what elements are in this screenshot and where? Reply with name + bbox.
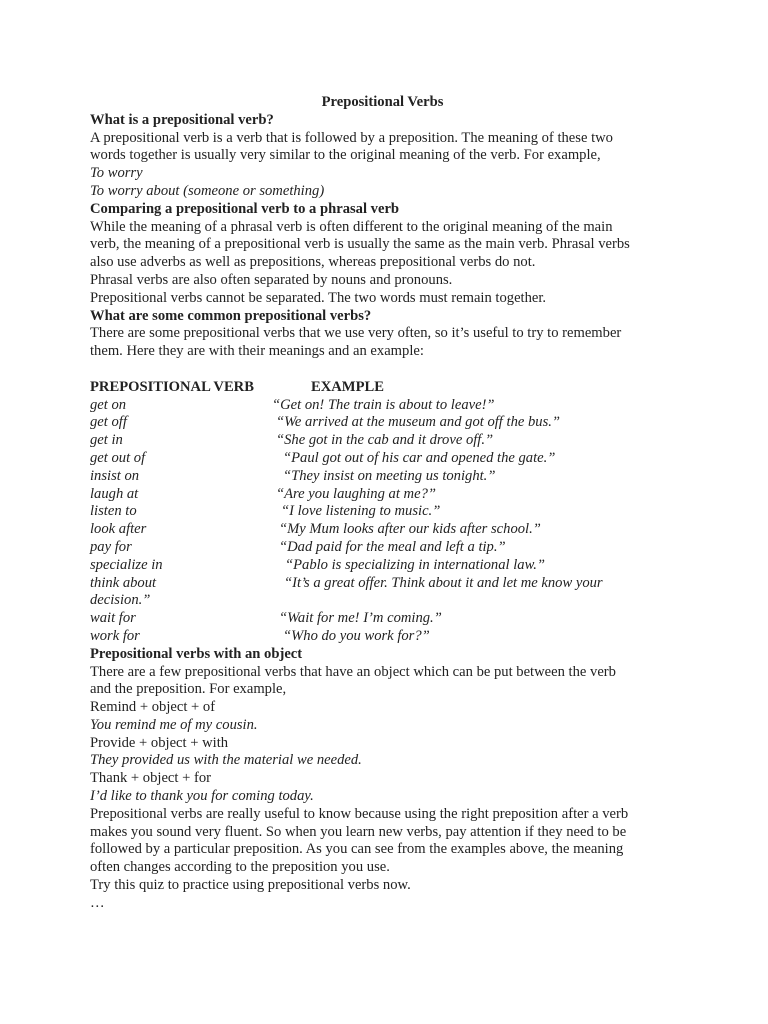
example-cell: “Dad paid for the meal and left a tip.” (279, 538, 506, 555)
verb-cell: wait for (90, 610, 136, 627)
verb-cell: pay for (90, 538, 132, 555)
table-row (90, 575, 690, 593)
example-line: To worry about (someone or something) (90, 182, 325, 199)
paragraph-line: followed by a particular preposition. As you can see from the examples above, the meaning (90, 841, 624, 858)
paragraph-line: words together is usually very similar to the original meaning of the verb. For example, (90, 147, 601, 164)
table-row (90, 414, 690, 432)
paragraph-line: and the preposition. For example, (90, 681, 287, 698)
paragraph-line: verb, the meaning of a prepositional verb is usually the same as the main verb. Phrasal verbs (90, 236, 630, 253)
table-row (90, 450, 690, 468)
paragraph-line: often changes according to the preposition you use. (90, 859, 390, 876)
paragraph-line: them. Here they are with their meanings and an example: (90, 343, 424, 360)
example-line: You remind me of my cousin. (90, 716, 258, 733)
example-cell: “Who do you work for?” (283, 627, 430, 644)
column-header-verb: PREPOSITIONAL VERB (90, 378, 254, 395)
paragraph-line: also use adverbs as well as prepositions, whereas prepositional verbs do not. (90, 254, 536, 271)
example-cell: “Wait for me! I’m coming.” (279, 610, 442, 627)
example-line: To worry (90, 165, 143, 182)
paragraph-line: There are some prepositional verbs that we use very often, so it’s useful to try to remember (90, 325, 622, 342)
verb-cell: laugh at (90, 485, 139, 502)
paragraph-line: There are a few prepositional verbs that have an object which can be put between the verb (90, 663, 616, 680)
example-cell: “Are you laughing at me?” (276, 485, 436, 502)
table-row (90, 468, 690, 486)
table-row (90, 628, 690, 646)
verb-cell: get off (90, 414, 127, 431)
table-row (90, 503, 690, 521)
example-cell: “She got in the cab and it drove off.” (276, 432, 494, 449)
formula-line: Thank + object + for (90, 770, 212, 787)
verb-cell: get on (90, 396, 127, 413)
paragraph-line: Phrasal verbs are also often separated by nouns and pronouns. (90, 271, 453, 288)
table-row (90, 521, 690, 539)
table-row (90, 397, 690, 415)
verb-cell: listen to (90, 503, 137, 520)
section-heading-compare: Comparing a prepositional verb to a phrasal verb (90, 200, 400, 217)
page-title: Prepositional Verbs (321, 94, 444, 110)
verb-cell: insist on (90, 467, 140, 484)
table-header (90, 379, 690, 397)
paragraph-line: A prepositional verb is a verb that is followed by a preposition. The meaning of these two (90, 129, 613, 146)
document-page (90, 94, 690, 913)
table-row (90, 557, 690, 575)
example-cell: “It’s a great offer. Think about it and let me know your (284, 574, 603, 591)
column-header-example: EXAMPLE (311, 378, 384, 395)
example-cell: “Pablo is specializing in international law.” (285, 556, 546, 573)
formula-line: Remind + object + of (90, 699, 216, 716)
paragraph-line: Try this quiz to practice using prepositional verbs now. (90, 877, 411, 894)
blank-line (90, 361, 690, 379)
verb-cell: get out of (90, 449, 146, 466)
example-line: I’d like to thank you for coming today. (90, 788, 314, 805)
paragraph-line: While the meaning of a phrasal verb is often different to the original meaning of the main (90, 218, 613, 235)
example-cell: “Get on! The train is about to leave!” (272, 396, 495, 413)
table-row (90, 610, 690, 628)
example-cell: “We arrived at the museum and got off the bus.” (276, 414, 561, 431)
example-cell: “I love listening to music.” (281, 503, 441, 520)
section-heading-common: What are some common prepositional verbs? (90, 307, 372, 324)
example-line: They provided us with the material we needed. (90, 752, 362, 769)
paragraph-line: Prepositional verbs are really useful to know because using the right preposition after a verb (90, 805, 629, 822)
verb-cell: look after (90, 521, 147, 538)
table-row (90, 539, 690, 557)
verb-cell: think about (90, 574, 157, 591)
verb-cell: get in (90, 432, 123, 449)
example-continuation: decision.” (90, 592, 151, 609)
table-row (90, 432, 690, 450)
ellipsis: … (90, 894, 105, 911)
example-cell: “Paul got out of his car and opened the gate.” (283, 449, 556, 466)
formula-line: Provide + object + with (90, 734, 229, 751)
section-heading-object: Prepositional verbs with an object (90, 645, 303, 662)
section-heading-what: What is a prepositional verb? (90, 111, 274, 128)
paragraph-line: Prepositional verbs cannot be separated. The two words must remain together. (90, 289, 547, 306)
paragraph-line: makes you sound very fluent. So when you learn new verbs, pay attention if they need to be (90, 823, 627, 840)
example-cell: “My Mum looks after our kids after school.” (279, 521, 541, 538)
table-row (90, 486, 690, 504)
verb-cell: work for (90, 627, 140, 644)
example-cell: “They insist on meeting us tonight.” (283, 467, 496, 484)
verb-cell: specialize in (90, 556, 163, 573)
